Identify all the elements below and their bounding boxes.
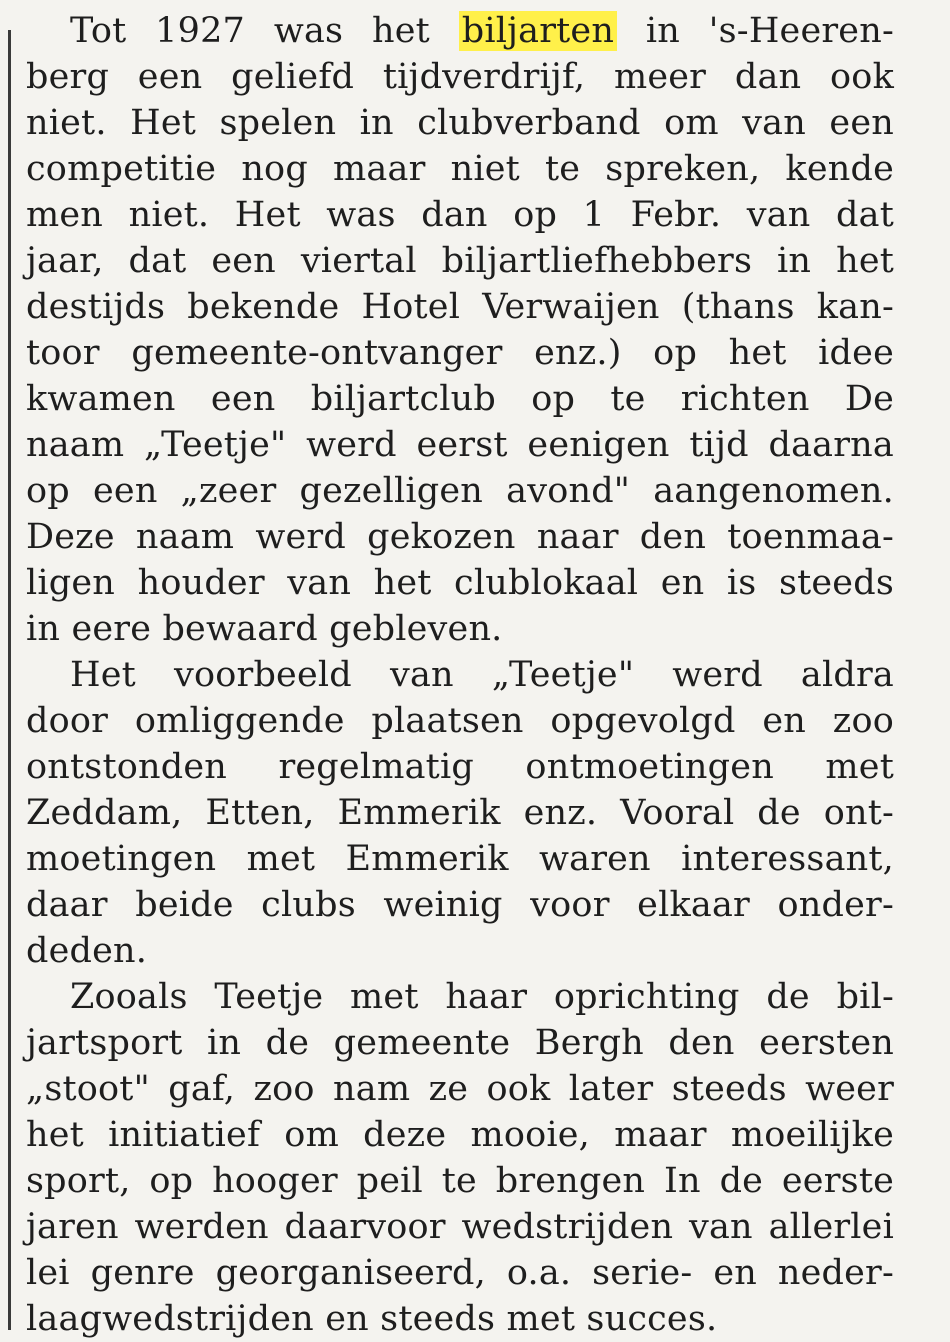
article-line: door omliggende plaatsen opgevolgd en zoo	[26, 701, 894, 741]
article-line: niet. Het spelen in clubverband om van een	[26, 103, 894, 143]
article-line: lei genre georganiseerd, o.a. serie- en neder-	[26, 1253, 894, 1293]
article-line: Deze naam werd gekozen naar den toenmaa-	[26, 517, 894, 557]
line-text: in 's-Heeren-	[617, 11, 894, 51]
article-line: toor gemeente-ontvanger enz.) op het idee	[26, 333, 894, 373]
article-line: competitie nog maar niet te spreken, kende	[26, 149, 894, 189]
article-line: op een „zeer gezelligen avond" aangenomen.	[26, 471, 894, 511]
article-line: in eere bewaard gebleven.	[26, 609, 503, 649]
article-line: ontstonden regelmatig ontmoetingen met	[26, 747, 894, 787]
article-line: Zooals Teetje met haar oprichting de bil-	[70, 977, 894, 1017]
article-line: ligen houder van het clublokaal en is steeds	[26, 563, 894, 603]
article-line: kwamen een biljartclub op te richten De	[26, 379, 894, 419]
line-text: Tot 1927 was het	[70, 11, 459, 51]
article-column	[26, 8, 894, 1342]
article-line: het initiatief om deze mooie, maar moeilijke	[26, 1115, 894, 1155]
article-line: deden.	[26, 931, 148, 971]
article-line: daar beide clubs weinig voor elkaar onder-	[26, 885, 894, 925]
article-line: jartsport in de gemeente Bergh den eersten	[26, 1023, 894, 1063]
article-line: Het voorbeeld van „Teetje" werd aldra	[70, 655, 894, 695]
article-line: men niet. Het was dan op 1 Febr. van dat	[26, 195, 894, 235]
article-line: moetingen met Emmerik waren interessant,	[26, 839, 894, 879]
search-highlight: biljarten	[459, 11, 617, 51]
article-line: jaar, dat een viertal biljartliefhebbers in het	[26, 241, 894, 281]
article-line	[26, 8, 894, 54]
article-line: jaren werden daarvoor wedstrijden van allerlei	[26, 1207, 894, 1247]
article-line: sport, op hooger peil te brengen In de eerste	[26, 1161, 894, 1201]
article-line: „stoot" gaf, zoo nam ze ook later steeds weer	[26, 1069, 894, 1109]
column-rule	[8, 30, 11, 1330]
article-line: destijds bekende Hotel Verwaijen (thans kan-	[26, 287, 894, 327]
article-line: naam „Teetje" werd eerst eenigen tijd daarna	[26, 425, 894, 465]
article-line: laagwedstrijden en steeds met succes.	[26, 1299, 718, 1339]
article-line: berg een geliefd tijdverdrijf, meer dan ook	[26, 57, 894, 97]
article-line: Zeddam, Etten, Emmerik enz. Vooral de ont-	[26, 793, 894, 833]
